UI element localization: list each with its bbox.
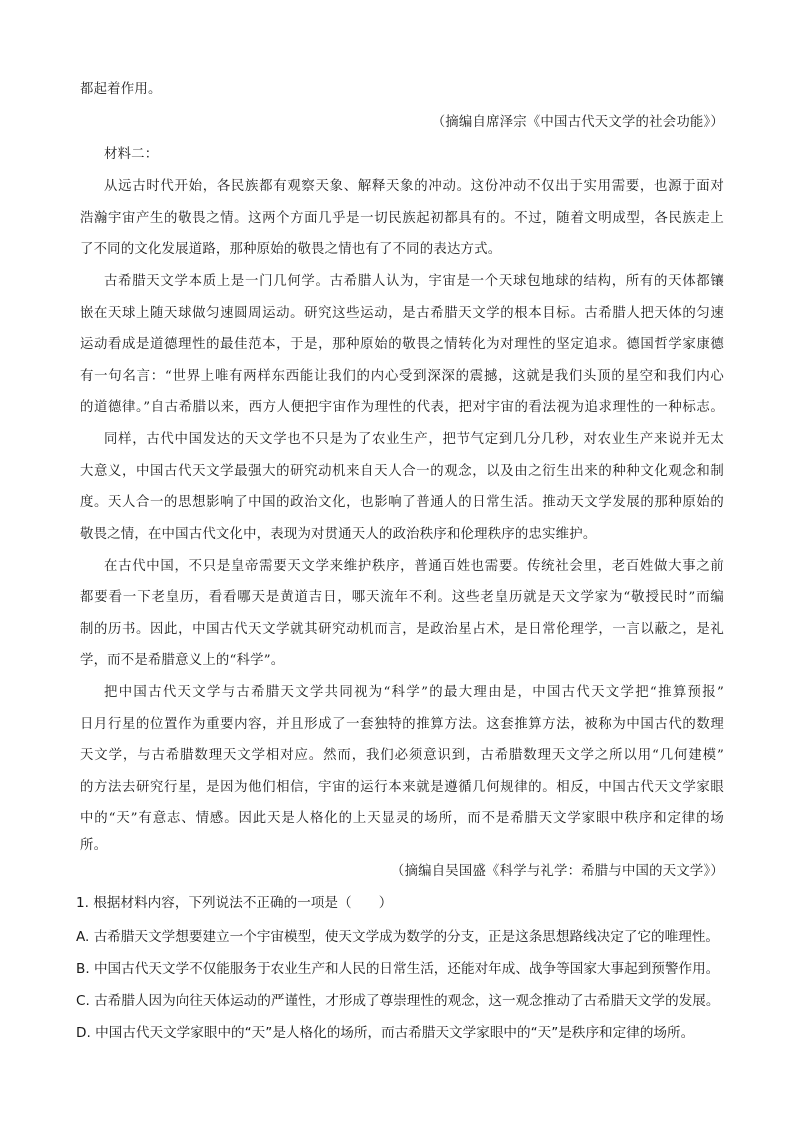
paragraph-line: 同样，古代中国发达的天文学也不只是为了农业生产，把节气定到几分几秒，对农业生产来说并无太 bbox=[104, 432, 724, 447]
option-c: C. 古希腊人因为向往天体运动的严谨性，才形成了尊崇理性的观念，这一观念推动了古希腊天文学的发展。 bbox=[76, 993, 720, 1009]
option-b: B. 中国古代天文学不仅能服务于农业生产和人民的日常生活，还能对年成、战争等国家大事起到预警作用。 bbox=[76, 961, 720, 977]
paragraph-line: 度。天人合一的思想影响了中国的政治文化，也影响了普通人的日常生活。推动天文学发展的那种原始的 bbox=[80, 495, 724, 510]
paragraph-line: 运动看成是道德理性的最佳范本，于是，那种原始的敬畏之情转化为对理性的坚定追求。德国哲学家康德 bbox=[80, 337, 724, 352]
option-a: A. 古希腊天文学想要建立一个宇宙模型，使天文学成为数学的分支，正是这条思想路线决定了它的唯理性。 bbox=[76, 929, 720, 945]
paragraph-line: 有一句名言：“世界上唯有两样东西能让我们的内心受到深深的震撼，这就是我们头顶的星空和我们内心 bbox=[80, 369, 724, 384]
paragraph-line: 把中国古代天文学与古希腊天文学共同视为“科学”的最大理由是，中国古代天文学把“推算预报” bbox=[104, 685, 724, 700]
paragraph-line: 了不同的文化发展道路，那种原始的敬畏之情也有了不同的表达方式。 bbox=[80, 242, 502, 257]
paragraph-line: 在古代中国，不只是皇帝需要天文学来维护秩序，普通百姓也需要。传统社会里，老百姓做大事之前 bbox=[104, 559, 724, 574]
paragraph-line: 的方法去研究行星，是因为他们相信，宇宙的运行本来就是遵循几何规律的。相反，中国古代天文学家眼 bbox=[80, 780, 724, 795]
source-citation-2: （摘编自吴国盛《科学与礼学：希腊与中国的天文学》） bbox=[390, 864, 724, 879]
paragraph-line: 中的“天”有意志、情感。因此天是人格化的上天显灵的场所，而不是希腊天文学家眼中秩序和定律的场 bbox=[80, 811, 724, 826]
paragraph-line: 的道德律。”自古希腊以来，西方人便把宇宙作为理性的代表，把对宇宙的看法视为追求理性的一种标志。 bbox=[80, 400, 724, 415]
paragraph-line: 从远古时代开始，各民族都有观察天象、解释天象的冲动。这份冲动不仅出于实用需要，也源于面对 bbox=[104, 179, 724, 194]
paragraph-line: 大意义，中国古代天文学最强大的研究动机来自天人合一的观念，以及由之衍生出来的种种文化观念和制 bbox=[80, 464, 724, 479]
paragraph-line: 学，而不是希腊意义上的“科学”。 bbox=[80, 653, 285, 668]
paragraph-line: 古希腊天文学本质上是一门几何学。古希腊人认为，宇宙是一个天球包地球的结构，所有的天体都镶 bbox=[104, 274, 724, 289]
paragraph-line: 日月行星的位置作为重要内容，并且形成了一套独特的推算方法。这套推算方法，被称为中国古代的数理 bbox=[80, 717, 724, 732]
material-heading: 材料二： bbox=[104, 147, 159, 162]
paragraph-line: 都要看一下老皇历，看看哪天是黄道吉日，哪天流年不利。这些老皇历就是天文学家为“敬授民时”而编 bbox=[80, 590, 724, 605]
paragraph-line: 天文学，与古希腊数理天文学相对应。然而，我们必须意识到，古希腊数理天文学之所以用“几何建模” bbox=[80, 748, 724, 763]
source-citation-1: （摘编自席泽宗《中国古代天文学的社会功能》） bbox=[431, 115, 724, 130]
option-d: D. 中国古代天文学家眼中的“天”是人格化的场所，而古希腊天文学家眼中的“天”是秩序和定律的场所。 bbox=[76, 1025, 695, 1041]
question-stem: 1. 根据材料内容，下列说法不正确的一项是（ ） bbox=[76, 895, 393, 911]
paragraph-line: 浩瀚宇宙产生的敬畏之情。这两个方面几乎是一切民族起初都具有的。不过，随着文明成型，各民族走上 bbox=[80, 211, 724, 226]
paragraph-line: 嵌在天球上随天球做匀速圆周运动。研究这些运动，是古希腊天文学的根本目标。古希腊人把天体的匀速 bbox=[80, 306, 724, 321]
continuation-line: 都起着作用。 bbox=[80, 82, 162, 97]
paragraph-line: 敬畏之情，在中国古代文化中，表现为对贯通天人的政治秩序和伦理秩序的忠实维护。 bbox=[80, 527, 597, 542]
paragraph-line: 所。 bbox=[80, 838, 108, 853]
paragraph-line: 制的历书。因此，中国古代天文学就其研究动机而言，是政治星占术，是日常伦理学，一言以蔽之，是礼 bbox=[80, 622, 724, 637]
